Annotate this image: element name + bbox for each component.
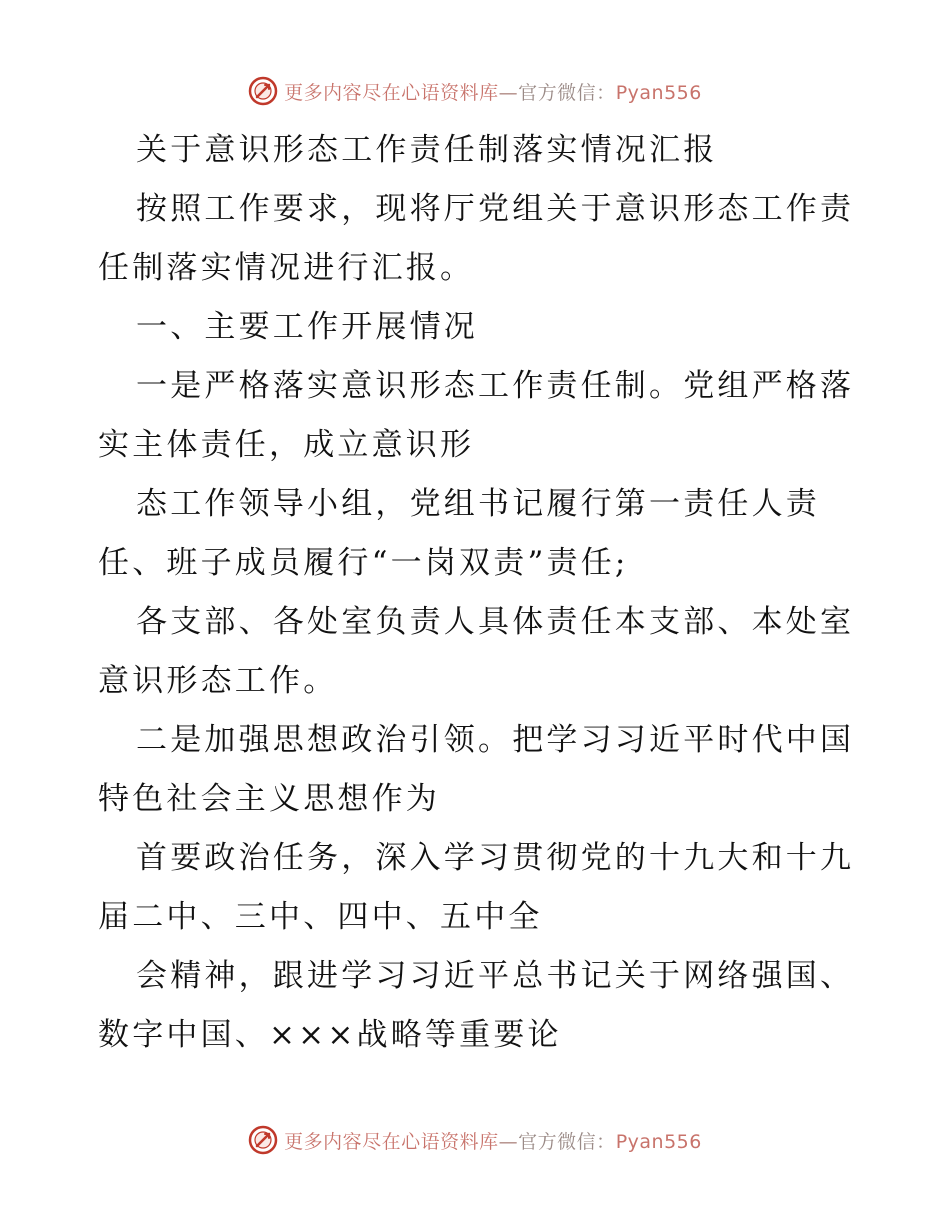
paragraph-line: 会精神，跟进学习习近平总书记关于网络强国、 [136,958,855,994]
header-banner [0,71,950,111]
paragraph-line: 按照工作要求，现将厅党组关于意识形态工作责 [136,191,855,227]
section-heading: 一、主要工作开展情况 [136,309,478,345]
paragraph-line: 任制落实情况进行汇报。 [98,250,475,286]
paragraph-line: 意识形态工作。 [98,663,338,699]
seal-logo-icon [248,76,278,106]
paragraph-line: 二是加强思想政治引领。把学习习近平时代中国 [136,722,855,758]
paragraph-line: 实主体责任，成立意识形 [98,427,475,463]
paragraph-line: 一是严格落实意识形态工作责任制。党组严格落 [136,368,855,404]
seal-logo-icon [248,1125,278,1155]
paragraph-line: 数字中国、×××战略等重要论 [98,1017,562,1053]
paragraph-line: 各支部、各处室负责人具体责任本支部、本处室 [136,604,855,640]
banner-text: 更多内容尽在心语资料库—官方微信：Pyan556 [284,81,702,104]
footer-banner [0,1120,950,1160]
document-title: 关于意识形态工作责任制落实情况汇报 [136,132,718,168]
document-body [98,121,858,1065]
paragraph-line: 特色社会主义思想作为 [98,781,440,817]
paragraph-line: 态工作领导小组，党组书记履行第一责任人责 [136,486,820,522]
paragraph-line: 届二中、三中、四中、五中全 [98,899,543,935]
paragraph-line: 任、班子成员履行“一岗双责”责任; [98,545,629,581]
banner-text: 更多内容尽在心语资料库—官方微信：Pyan556 [284,1130,702,1153]
paragraph-line: 首要政治任务，深入学习贯彻党的十九大和十九 [136,840,855,876]
